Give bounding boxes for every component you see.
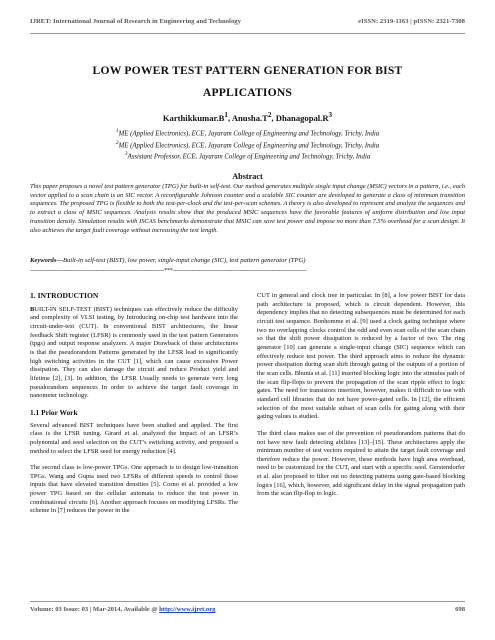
keywords — [30, 257, 465, 264]
affiliation-2: $^2$ME (Applied Electronics), ECE, Jayaram College of Engineering and Technology, Trichy, India — [115, 139, 380, 149]
author-2: Anusha.T — [231, 112, 268, 123]
author-3: Dhanagopal.R — [275, 112, 329, 123]
author-3-sup: 3 — [328, 111, 333, 119]
author-2-sup: 2 — [267, 111, 272, 119]
affiliation-1: $^1$ME (Applied Electronics), ECE, Jayaram College of Engineering and Technology, Trichy, India — [115, 128, 380, 138]
section-separator: ------------------------------------------------------------------------***------------------------------------------------------------------------ — [30, 267, 307, 274]
abstract-text: This paper proposes a novel test pattern generator (TPG) for built-in self-test. Our method generates multiple single input change (MSIC) vectors in a pattern, i.e., each vector applied to a scan chain is an SIC vector. A reconfigurable Johnson counter and a scalable SIC counter are developed to generate a class of minimum transition sequences. The proposed TPG is flexible to both the test-per-clock and the test-per-scan schemes. A theory is also developed to represent and analyze the sequences and to extract a class of MSIC sequences. Analysis results show that the produced MSIC sequences have the favorable features of uniform distribution and low input transition density. Simulation results with ISCAS benchmarks demonstrate that MSIC can save test power and impose no more than 7.5% overhead for a scan design. It also achieves the target fault coverage without increasing the test length. — [30, 183, 465, 234]
title-line-1: LOW POWER TEST PATTERN GENERATION FOR BIST — [92, 64, 403, 77]
journal-issn: eISSN: 2319-1163 | pISSN: 2321-7308 — [358, 18, 465, 25]
title-line-2: APPLICATIONS — [202, 86, 293, 99]
right-paragraph-2: The third class makes use of the prevention of pseudorandom patterns that do not have new fault detecting abilities [13]–[15]. These architectures apply the minimum number of test vectors required to attain the target fault coverage and therefore reduce the power. However, these methods have high area overhead, need to be customized for the CUT, and start with a specific seed. Gerstendorfer et al. also proposed to filter out no detecting patterns using gate-based blocking logics [16], which, however, add significant delay in the signal propagation path from the scan flip-flop to logic. — [257, 429, 465, 498]
footer-volume: Volume: 03 Issue: 03 | Mar-2014, Available @ — [30, 606, 160, 613]
author-list: $Karthikkumar.B^1$, $Anusha.T^2$, $Dhanagopal.R^3$ — [162, 111, 333, 123]
introduction-heading: 1. INTRODUCTION — [30, 291, 99, 300]
page-footer — [30, 606, 465, 613]
right-paragraph-1: CUT in general and clock tree in particular. In [8], a low power BIST for data path architecture is proposed, which is circuit dependent. However, this dependency implies that no detecting subsequences must be determined for each circuit test sequence. Bonhomme et al. [9] used a clock gating technique where two no overlapping clocks control the odd and even scan cells of the scan chain so that the shift power dissipation is reduced by a factor of two. The ring generator [10] can generate a single-input change (SIC) sequence which can effectively reduce test power. The third approach aims to reduce the dynamic power dissipation during scan shift through gating of the outputs of a portion of the scan cells. Bhunia et al. [11] inserted blocking logic into the stimulus path of the scan flip-flops to prevent the propagation of the scan ripple effect to logic gates. The need for transistors insertion, however, makes it difficult to use with standard cell libraries that do not have power-gated cells. In [12], the efficient selection of the most suitable subset of scan cells for gating along with their gating values is studied. — [257, 292, 465, 421]
keywords-text: Built-in self-test (BIST), low power, single-input change (SIC), test pattern generator (TPG) — [62, 257, 306, 264]
header-divider — [30, 33, 465, 34]
introduction-paragraph: BUILT-IN SELF-TEST (BIST) techniques can effectively reduce the difficulty and complexity of VLSI testing, by Introducing on-chip test hardware into the circuit-under-test (CUT). In conventional BIST architectures, the linear feedback Shift register (LFSR) is commonly used in the test pattern Generators (tpgs) and output response analyzers. A major Drawback of these architectures is that the pseudorandom Patterns generated by the LFSR lead to significantly high switching activities in the CUT [1], which can cause excessive Power dissipation. They can also damage the circuit and reduce Product yield and lifetime [2], [3]. In addition, the LFSR Usually needs to generate very long pseudorandom sequences In order to achieve the target fault coverage in nanometer technology. — [30, 305, 238, 400]
page-number: 698 — [455, 606, 465, 613]
author-1-sup: 1 — [224, 111, 228, 119]
abstract-heading: Abstract — [232, 172, 263, 181]
journal-name: IJRET: International Journal of Research in Engineering and Technology — [30, 18, 241, 25]
author-1: Karthikkumar.B — [162, 112, 225, 123]
left-column — [30, 292, 238, 524]
drop-cap: B — [30, 305, 35, 313]
footer-divider — [30, 601, 465, 602]
journal-link[interactable]: http://www.ijret.org — [159, 606, 216, 613]
prior-work-paragraph-1: Several advanced BIST techniques have been studied and applied. The first class is the LFSR tuning. Girard et al. analyzed the impact of an LFSR’s polynomial and seed selection on the CUT’s switching activity, and proposed a method to select the LFSR seed for energy reduction [4]. — [30, 421, 238, 455]
prior-work-heading: 1.1 Prior Work — [30, 407, 78, 417]
affiliation-3: $^3$Assistant Professor, ECE, Jayaram College of Engineering and Technology, Trichy, India — [124, 151, 371, 161]
right-column — [257, 292, 465, 507]
journal-header — [30, 18, 465, 25]
keywords-label: Keywords— — [30, 257, 63, 264]
paper-title — [30, 60, 465, 104]
affiliations — [30, 127, 465, 162]
prior-work-paragraph-2: The second class is low-power TPGs. One approach is to design low-transition TPGs. Wang and Gupta used two LFSRs of different speeds to control those inputs that have elevated transition densities [5]. Corno et al. provided a low power TPG based on the cellular automata to reduce the test power in combinational circuits [6]. Another approach focuses on modifying LFSRs. The scheme in [7] reduces the power in the — [30, 464, 238, 515]
